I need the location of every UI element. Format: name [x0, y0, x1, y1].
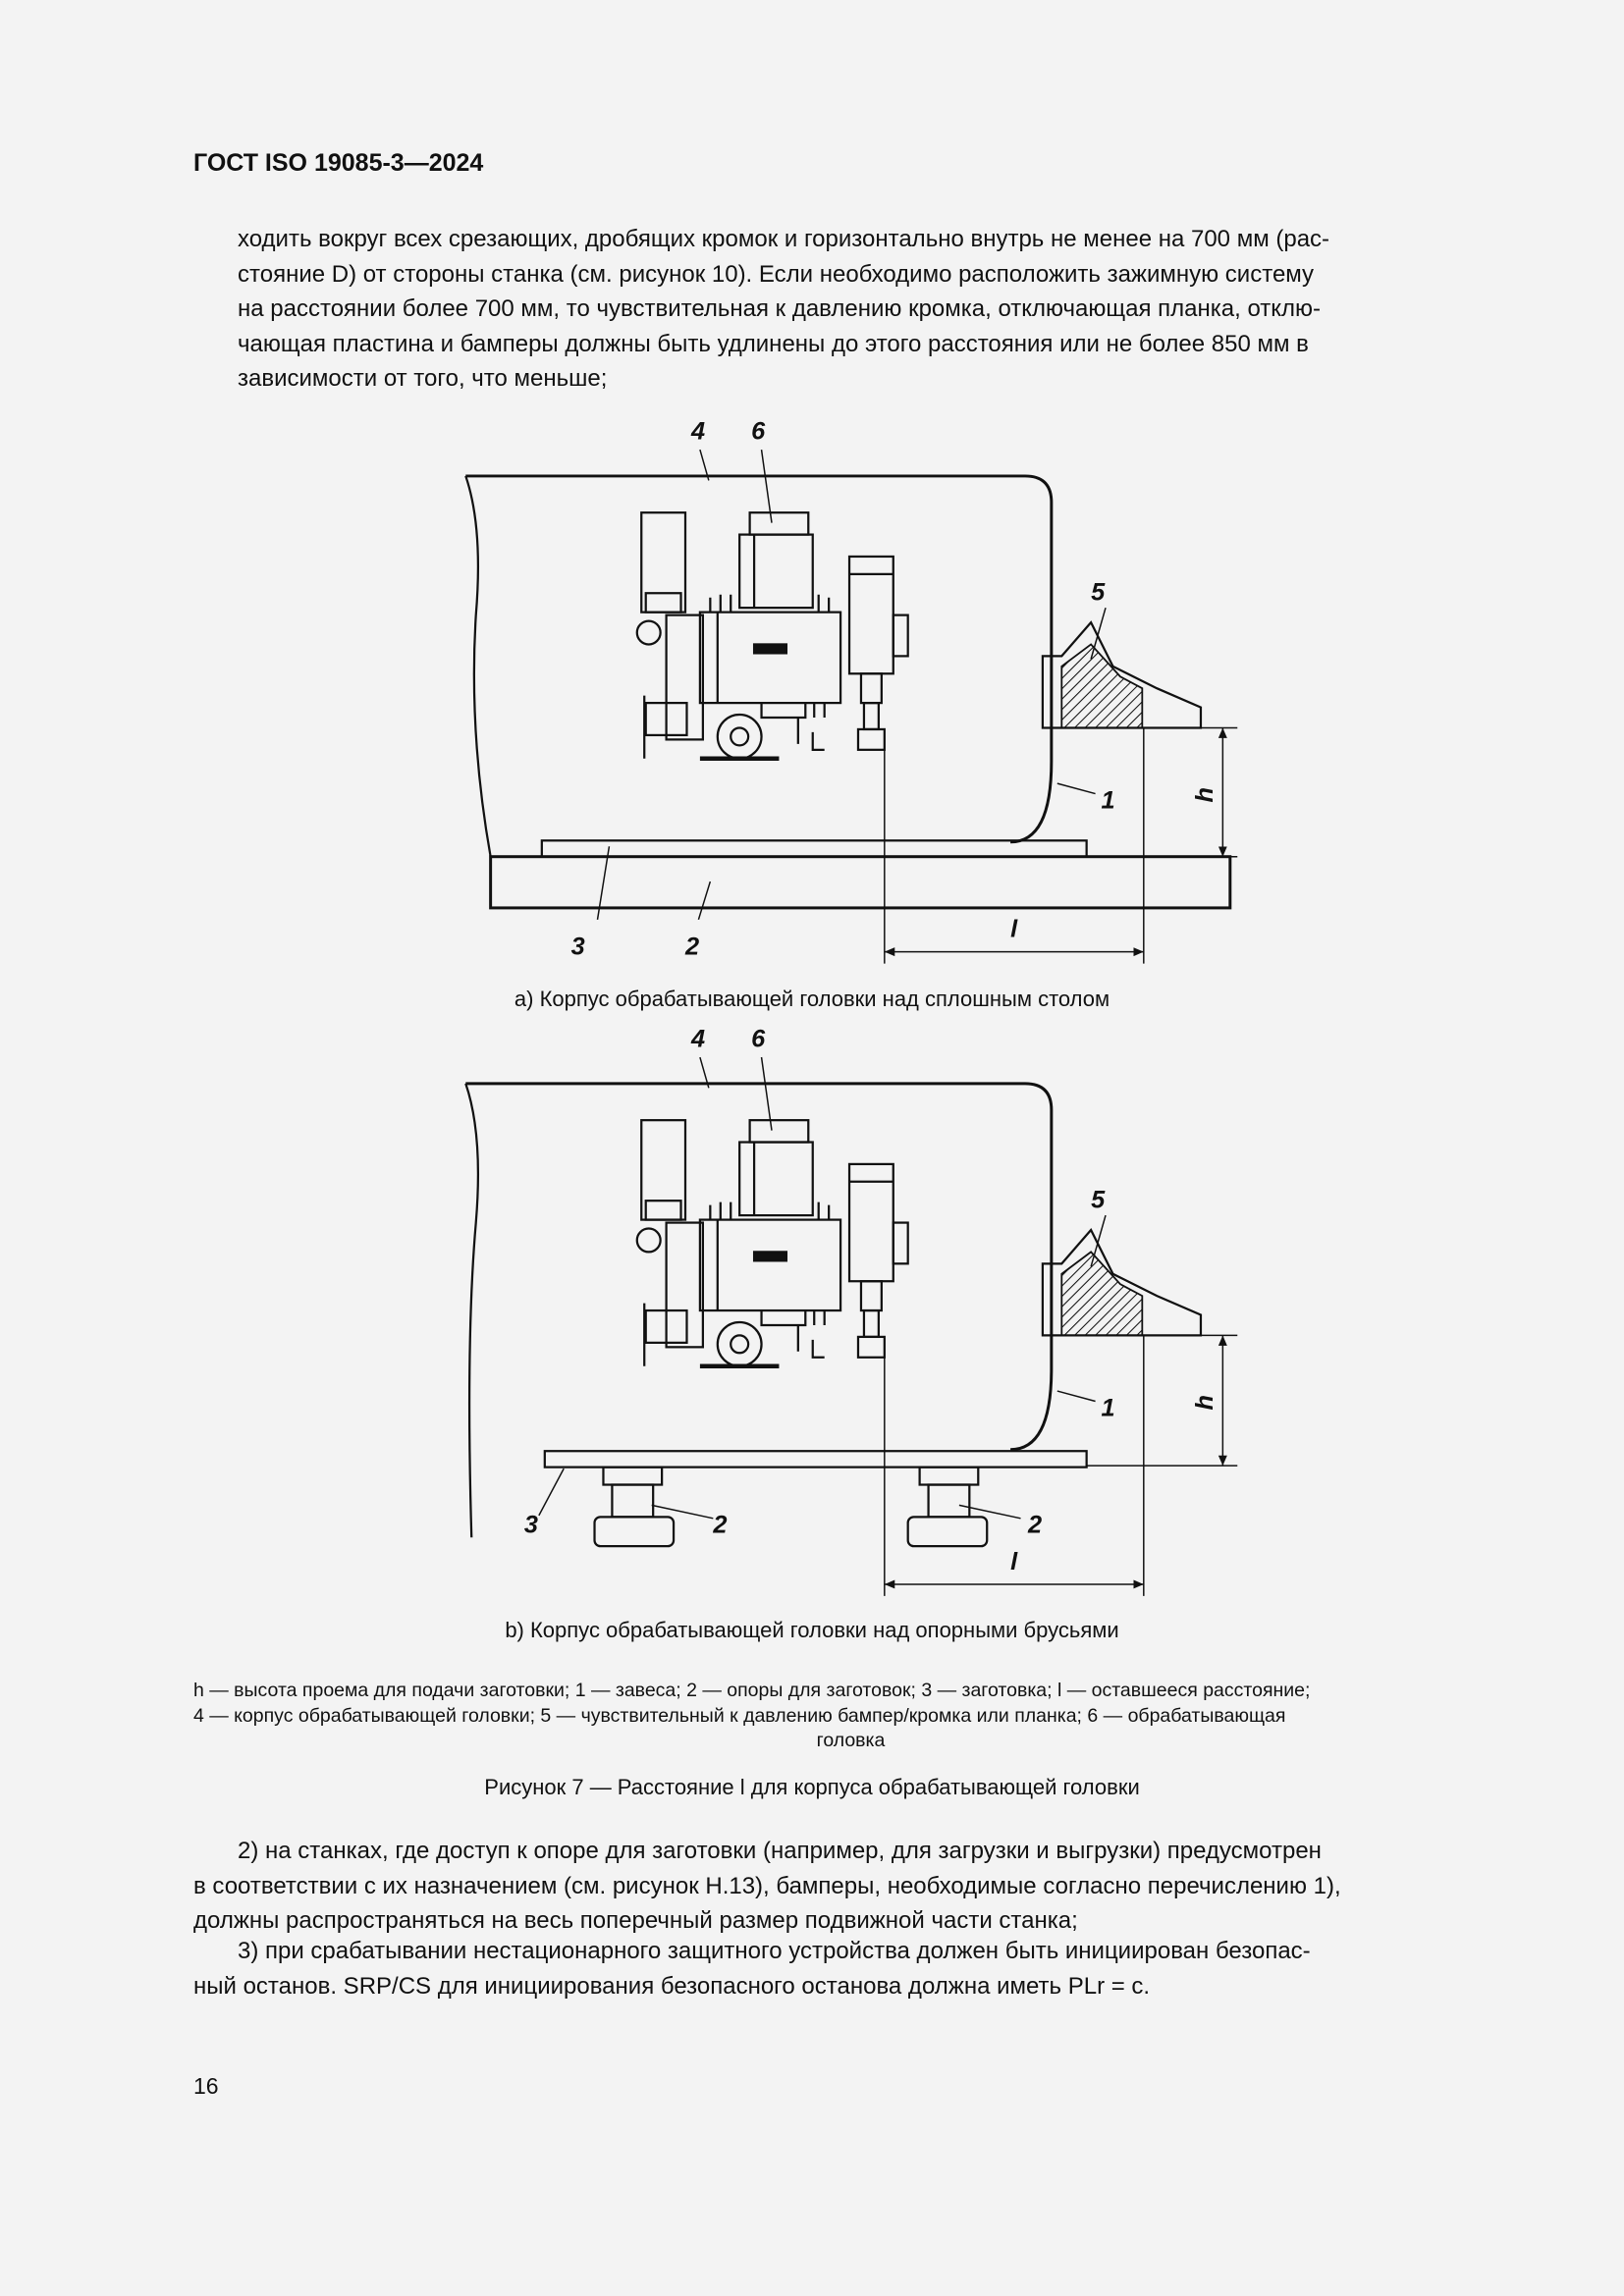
label-4: 4 — [690, 417, 706, 446]
label-4: 4 — [690, 1025, 706, 1053]
label-6: 6 — [751, 1025, 766, 1053]
text-line: 2) на станках, где доступ к опоре для заготовки (например, для загрузки и выгрузки) предусмотрен — [238, 1838, 1322, 1864]
figure-b — [465, 1026, 1237, 1596]
label-h: h — [1190, 1394, 1218, 1411]
key-line: 4 — корпус обрабатывающей головки; 5 — чувствительный к давлению бампер/кромка или планка; 6 — обрабатывающая — [193, 1704, 1286, 1727]
label-5: 5 — [1091, 578, 1106, 607]
caption-a: a) Корпус обрабатывающей головки над сплошным столом — [514, 987, 1110, 1011]
key-line: головка — [816, 1730, 886, 1751]
label-l: l — [1010, 915, 1018, 943]
label-5: 5 — [1091, 1186, 1106, 1214]
label-3: 3 — [523, 1511, 539, 1539]
label-6: 6 — [751, 417, 766, 446]
label-2: 2 — [713, 1511, 728, 1539]
figure-title: Рисунок 7 — Расстояние l для корпуса обрабатывающей головки — [484, 1775, 1140, 1799]
label-3: 3 — [570, 933, 585, 961]
item-3 — [193, 1934, 1508, 2003]
label-2: 2 — [1027, 1511, 1043, 1539]
figure-key — [193, 1679, 1508, 1754]
text-line: в соответствии с их назначением (см. рисунок Н.13), бамперы, необходимые согласно перечислению 1), — [193, 1872, 1341, 1899]
text-line: ный останов. SRP/CS для инициирования безопасного останова должна иметь PLr = c. — [193, 1972, 1151, 2000]
item-2 — [193, 1834, 1508, 1939]
text-line: должны распространяться на весь поперечный размер подвижной части станка; — [193, 1907, 1078, 1934]
label-h: h — [1190, 787, 1218, 803]
label-1: 1 — [1101, 1394, 1115, 1422]
figure-a — [465, 418, 1237, 964]
text-line: зависимости от того, что меньше; — [238, 365, 608, 392]
caption-b: b) Корпус обрабатывающей головки над опорными брусьями — [505, 1618, 1119, 1642]
text-line: стояние D) от стороны станка (см. рисунок 10). Если необходимо расположить зажимную систему — [238, 260, 1315, 288]
text-line: 3) при срабатывании нестационарного защитного устройства должен быть инициирован безопас- — [238, 1938, 1311, 1964]
label-1: 1 — [1101, 786, 1115, 815]
document-header: ГОСТ ISO 19085-3—2024 — [193, 149, 484, 177]
page-number: 16 — [193, 2073, 219, 2099]
text-line: чающая пластина и бамперы должны быть удлинены до этого расстояния или не более 850 мм в — [238, 330, 1309, 357]
text-line: на расстоянии более 700 мм, то чувствительная к давлению кромка, отключающая планка, отклю- — [238, 295, 1322, 322]
label-l: l — [1010, 1548, 1018, 1576]
text-line: ходить вокруг всех срезающих, дробящих кромок и горизонтально внутрь не менее на 700 мм (рас- — [238, 226, 1330, 252]
label-2: 2 — [684, 933, 700, 961]
key-line: h — высота проема для подачи заготовки; 1 — завеса; 2 — опоры для заготовок; 3 — заготовка; l — оставшееся расстояние; — [193, 1680, 1311, 1701]
